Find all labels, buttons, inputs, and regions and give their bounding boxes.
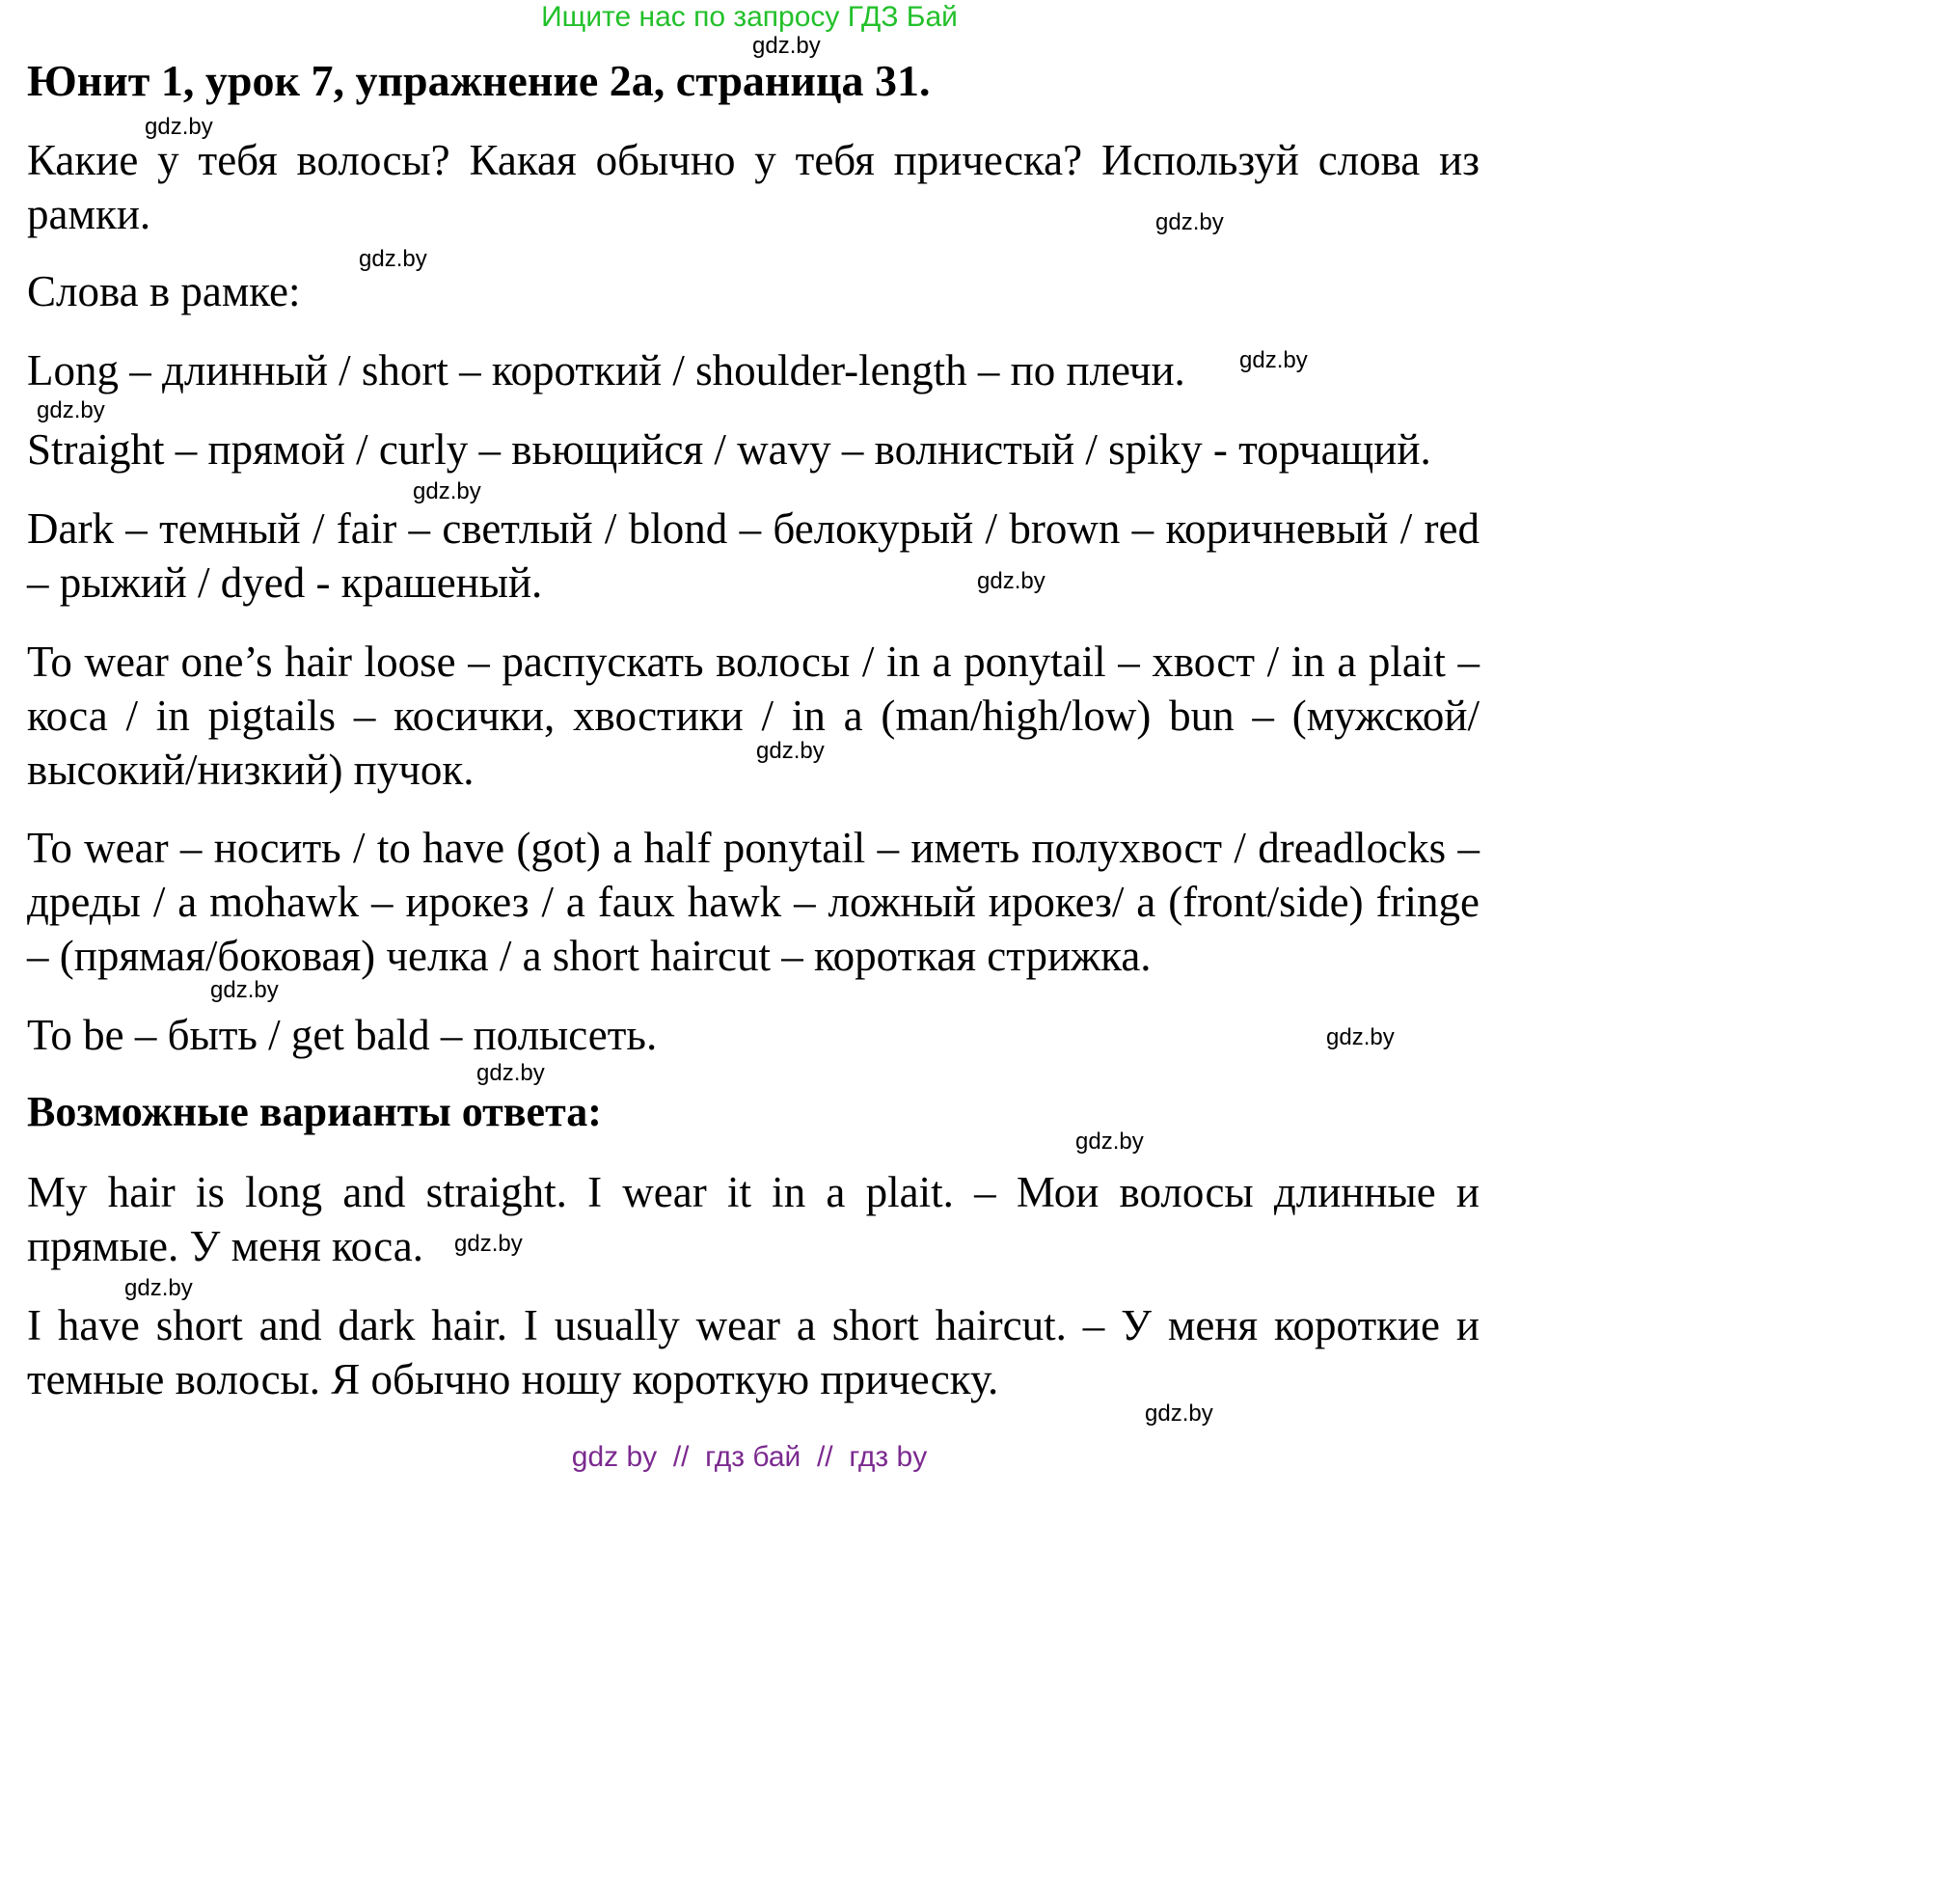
watermark: gdz.by (476, 1060, 545, 1086)
answer-item: My hair is long and straight. I wear it in a plait. – Мои волосы длинные и прямые. У меня коса. (27, 1168, 1480, 1270)
watermark: gdz.by (1239, 347, 1308, 373)
watermark: gdz.by (210, 977, 279, 1003)
task-text: Какие у тебя волосы? Какая обычно у тебя прическа? Используй слова из рамки. (27, 136, 1480, 238)
watermark: gdz.by (1075, 1129, 1144, 1155)
watermark: gdz.by (124, 1275, 193, 1301)
watermark: gdz.by (145, 114, 213, 140)
footer-links: gdz by // гдз бай // гдз by (571, 1441, 928, 1473)
watermark: gdz.by (1326, 1024, 1395, 1050)
vocab-length: Long – длинный / short – короткий / shoulder-length – по плечи. (27, 346, 1185, 394)
answer-item: I have short and dark hair. I usually wear a short haircut. – У меня короткие и темные волосы. Я обычно ношу короткую прическу. (27, 1301, 1480, 1403)
watermark: gdz.by (37, 397, 105, 423)
vocab-haircuts: To wear – носить / to have (got) a half ponytail – иметь полухвост / dreadlocks – дреды / a mohawk – ирокез / a faux hawk – ложный ирокез/ a (front/side) fringe – (прямая/боковая) челка / a short haircut – короткая стрижка. (27, 824, 1480, 980)
watermark: gdz.by (413, 478, 481, 504)
vocab-styles: To wear one’s hair loose – распускать волосы / in a ponytail – хвост / in a plait – коса / in pigtails – косички, хвостики / in a (man/high/low) bun – (мужской/высокий/низкий) пучок. (27, 638, 1480, 794)
vocab-color: Dark – темный / fair – светлый / blond – белокурый / brown – коричневый / red – рыжий / dyed - крашеный. (27, 504, 1480, 607)
box-label: Слова в рамке: (27, 267, 301, 315)
vocab-other: To be – быть / get bald – полысеть. (27, 1011, 658, 1059)
page-title: Юнит 1, урок 7, упражнение 2а, страница 31. (27, 56, 931, 105)
watermark: gdz.by (756, 738, 825, 764)
watermark: gdz.by (1155, 209, 1224, 235)
top-banner: Ищите нас по запросу ГДЗ Бай (541, 1, 958, 33)
watermark: gdz.by (359, 246, 427, 272)
watermark: gdz.by (752, 33, 821, 59)
watermark: gdz.by (977, 568, 1045, 594)
vocab-texture: Straight – прямой / curly – вьющийся / wavy – волнистый / spiky - торчащий. (27, 425, 1431, 474)
answers-title: Возможные варианты ответа: (27, 1088, 602, 1135)
watermark: gdz.by (1145, 1401, 1213, 1427)
watermark: gdz.by (454, 1231, 523, 1257)
